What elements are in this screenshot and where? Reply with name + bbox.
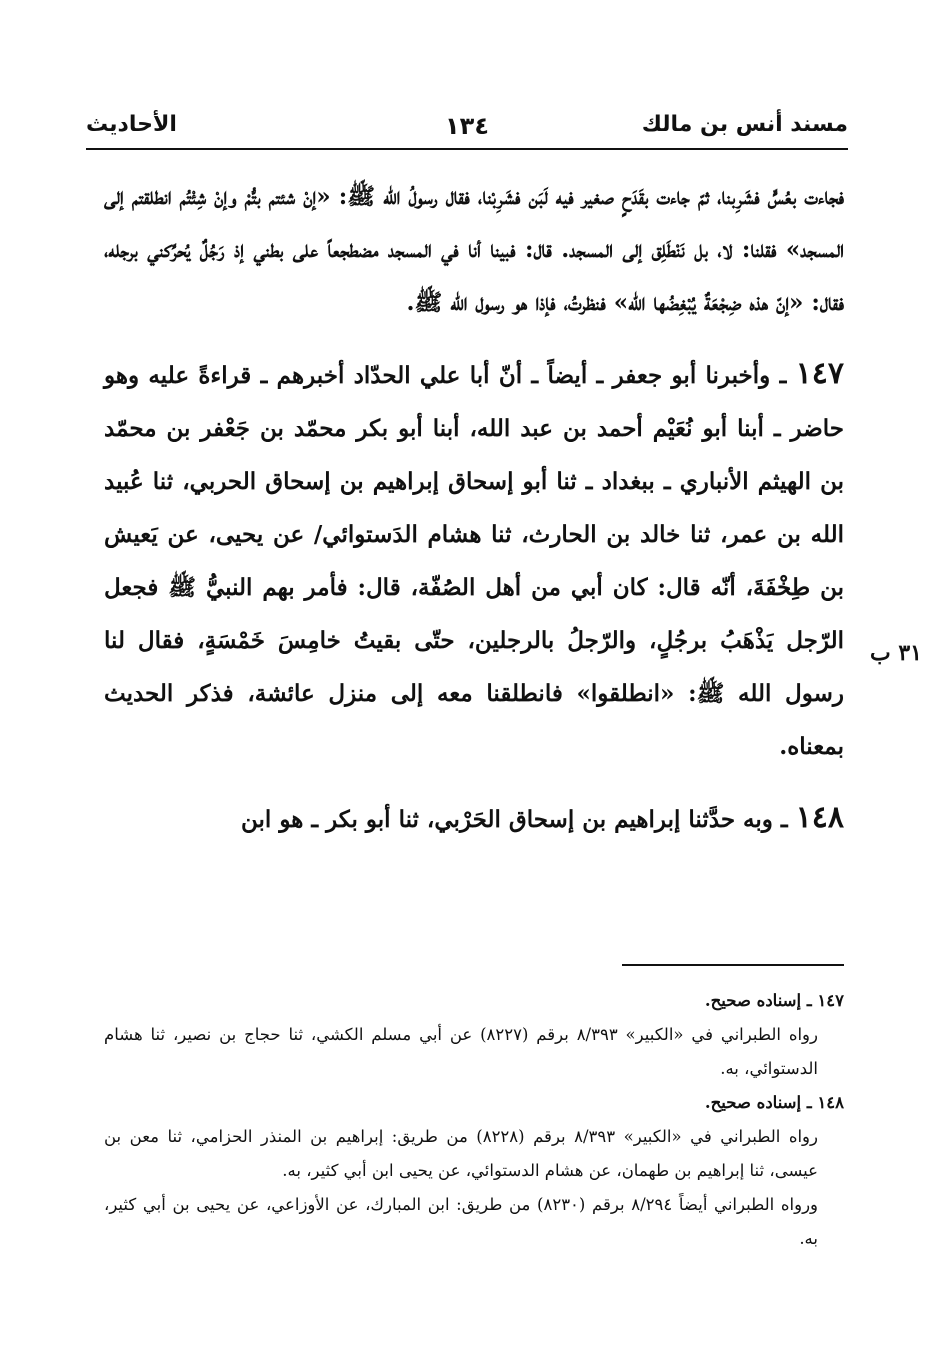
- manuscript-folio-note: ٣١ ب: [869, 640, 922, 666]
- footnote-text: رواه الطبراني في «الكبير» ٨/٣٩٣ برقم (٨٢٢٨) من طريق: إبراهيم بن المنذر الحزامي، ثنا معن بن عيسى، ثنا إبراهيم بن طهمان، عن هشام الدستوائي، عن يحيى ابن أبي كثير، به.: [104, 1127, 818, 1180]
- footnote-text: ورواه الطبراني أيضاً ٨/٢٩٤ برقم (٨٢٣٠) من طريق: ابن المبارك، عن الأوزاعي، عن يحيى بن أبي كثير، به.: [104, 1195, 819, 1248]
- hadith-number: ١٤٧: [795, 356, 844, 391]
- footnotes: [104, 984, 844, 1256]
- paragraph-text: ـ وبه حدَّثنا إبراهيم بن إسحاق الحَرْبي، ثنا أبو بكر ـ هو ابن: [241, 806, 788, 833]
- main-text: [104, 170, 844, 846]
- hadith-number: ١٤٨: [795, 800, 844, 835]
- paragraph-text: فجاءت بعُسٍّ فشَرِبنا، ثمّ جاءت بقَدَحٍ صغير فيه لَبَن فشَرِبْنا، فقال رسولُ الله ﷺ: «إنْ شئتم بتُّمْ وإنْ شِئْتُم انطلقتم إلى المسجد» فقلنا: لا، بل نَنْطَلِق إلى المسجد. قال: فبينا أنا في المسجد مضطجعاً على بطني إذ رَجُلٌ يُحرِّكني برجله، فقال: «إنّ هذه ضِجْعَةٌ يُبْغِضُها الله» فنظرتُ، فإذا هو رسول الله ﷺ.: [104, 183, 844, 316]
- footnote-text: رواه الطبراني في «الكبير» ٨/٣٩٣ برقم (٨٢٢٧) عن أبي مسلم الكشي، ثنا حجاج بن نصير، ثنا هشام الدستوائي، به.: [104, 1025, 818, 1078]
- page-number: ١٣٤: [445, 112, 489, 140]
- header-section-title: الأحاديث: [86, 112, 177, 137]
- footnote-heading: ١٤٨ ـ إسناده صحيح.: [704, 1093, 844, 1112]
- footnote-divider: [622, 964, 844, 966]
- footnote-heading: ١٤٧ ـ إسناده صحيح.: [704, 991, 844, 1010]
- hadith-148: [104, 791, 844, 846]
- hadith-147: [104, 347, 844, 773]
- paragraph-text: ـ وأخبرنا أبو جعفر ـ أيضاً ـ أنّ أبا علي الحدّاد أخبرهم ـ قراءةً عليه وهو حاضر ـ أبنا أبو نُعَيْم أحمد بن عبد الله، أبنا أبو بكر محمّد بن جَعْفر بن محمّد بن الهيثم الأنباري ـ ببغداد ـ ثنا أبو إسحاق إبراهيم بن إسحاق الحربي، ثنا عُبيد الله بن عمر، ثنا خالد بن الحارث، ثنا هشام الدَستوائي/ عن يحيى، عن يَعيش بن طِخْفَةَ، أنّه قال: كان أبي من أهل الصُفّة، قال: فأمر بهم النبيُّ ﷺ فجعل الرّجل يَذْهَبُ برجُلٍ، والرّجلُ بالرجلين، حتّى بقيتُ خامِسَ خَمْسَةٍ، فقال لنا رسول الله ﷺ: «انطلقوا» فانطلقنا معه إلى منزل عائشة، فذكر الحديث بمعناه.: [104, 362, 844, 760]
- paragraph-continuation: [104, 170, 844, 329]
- header-book-title: مسند أنس بن مالك: [641, 112, 848, 137]
- running-header: [86, 108, 848, 150]
